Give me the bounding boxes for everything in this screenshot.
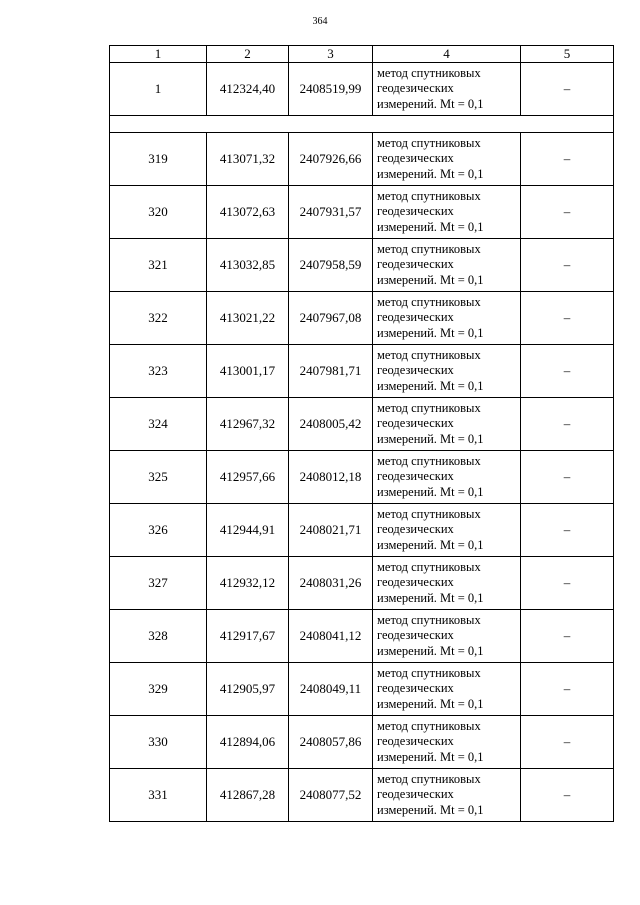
method-line: измерений. Mt = 0,1: [377, 219, 484, 234]
method-line: геодезических: [377, 416, 454, 431]
method-line: геодезических: [377, 734, 454, 749]
mark-cell: –: [521, 769, 614, 822]
method-cell: [373, 133, 521, 186]
point-number-cell: 324: [110, 398, 207, 451]
y-coordinate-cell: 2407958,59: [289, 239, 373, 292]
point-number-cell: 320: [110, 186, 207, 239]
x-coordinate-cell: 413071,32: [207, 133, 289, 186]
point-number-cell: 327: [110, 557, 207, 610]
method-cell: [373, 716, 521, 769]
point-number-cell: 321: [110, 239, 207, 292]
point-number-cell: 330: [110, 716, 207, 769]
method-line: геодезических: [377, 81, 454, 96]
method-cell: [373, 186, 521, 239]
column-header-5: 5: [521, 46, 614, 63]
method-line: метод спутниковых: [377, 400, 481, 415]
method-line: измерений. Mt = 0,1: [377, 272, 484, 287]
y-coordinate-cell: 2408057,86: [289, 716, 373, 769]
point-number-cell: 329: [110, 663, 207, 716]
y-coordinate-cell: 2408031,26: [289, 557, 373, 610]
mark-cell: –: [521, 504, 614, 557]
x-coordinate-cell: 412967,32: [207, 398, 289, 451]
column-header-2: 2: [207, 46, 289, 63]
method-line: измерений. Mt = 0,1: [377, 749, 484, 764]
point-number-cell: 319: [110, 133, 207, 186]
point-number-cell: 323: [110, 345, 207, 398]
x-coordinate-cell: 412905,97: [207, 663, 289, 716]
mark-cell: –: [521, 663, 614, 716]
column-header-3: 3: [289, 46, 373, 63]
y-coordinate-cell: 2408519,99: [289, 63, 373, 116]
y-coordinate-cell: 2407967,08: [289, 292, 373, 345]
mark-cell: –: [521, 610, 614, 663]
mark-cell: –: [521, 133, 614, 186]
x-coordinate-cell: 413072,63: [207, 186, 289, 239]
table-row: [110, 716, 614, 769]
method-cell: [373, 769, 521, 822]
x-coordinate-cell: 413001,17: [207, 345, 289, 398]
table-row: [110, 239, 614, 292]
method-line: измерений. Mt = 0,1: [377, 378, 484, 393]
point-number-cell: 322: [110, 292, 207, 345]
table-row: [110, 292, 614, 345]
method-line: геодезических: [377, 151, 454, 166]
method-cell: [373, 63, 521, 116]
x-coordinate-cell: 412944,91: [207, 504, 289, 557]
coordinates-table: [109, 45, 614, 822]
method-line: измерений. Mt = 0,1: [377, 484, 484, 499]
column-header-1: 1: [110, 46, 207, 63]
y-coordinate-cell: 2408041,12: [289, 610, 373, 663]
point-number-cell: 331: [110, 769, 207, 822]
method-line: метод спутниковых: [377, 135, 481, 150]
table-row: [110, 133, 614, 186]
table-row: [110, 504, 614, 557]
x-coordinate-cell: 413021,22: [207, 292, 289, 345]
point-number-cell: 325: [110, 451, 207, 504]
y-coordinate-cell: 2407931,57: [289, 186, 373, 239]
method-line: метод спутниковых: [377, 665, 481, 680]
method-cell: [373, 345, 521, 398]
mark-cell: –: [521, 451, 614, 504]
method-line: измерений. Mt = 0,1: [377, 96, 484, 111]
page-number: 364: [312, 16, 328, 27]
method-cell: [373, 451, 521, 504]
method-line: геодезических: [377, 363, 454, 378]
x-coordinate-cell: 413032,85: [207, 239, 289, 292]
header-row: [110, 46, 614, 63]
point-number-cell: 1: [110, 63, 207, 116]
method-line: измерений. Mt = 0,1: [377, 431, 484, 446]
x-coordinate-cell: 412932,12: [207, 557, 289, 610]
mark-cell: –: [521, 716, 614, 769]
method-line: метод спутниковых: [377, 718, 481, 733]
method-cell: [373, 663, 521, 716]
method-cell: [373, 610, 521, 663]
mark-cell: –: [521, 292, 614, 345]
method-line: измерений. Mt = 0,1: [377, 802, 484, 817]
method-line: геодезических: [377, 469, 454, 484]
y-coordinate-cell: 2407981,71: [289, 345, 373, 398]
table-row: [110, 398, 614, 451]
method-line: геодезических: [377, 628, 454, 643]
method-cell: [373, 557, 521, 610]
method-cell: [373, 398, 521, 451]
y-coordinate-cell: 2408049,11: [289, 663, 373, 716]
mark-cell: –: [521, 557, 614, 610]
method-line: измерений. Mt = 0,1: [377, 166, 484, 181]
x-coordinate-cell: 412894,06: [207, 716, 289, 769]
mark-cell: –: [521, 63, 614, 116]
method-line: метод спутниковых: [377, 241, 481, 256]
column-header-4: 4: [373, 46, 521, 63]
method-line: измерений. Mt = 0,1: [377, 696, 484, 711]
table-row: [110, 610, 614, 663]
method-line: измерений. Mt = 0,1: [377, 325, 484, 340]
method-line: геодезических: [377, 522, 454, 537]
method-line: метод спутниковых: [377, 559, 481, 574]
method-cell: [373, 504, 521, 557]
point-number-cell: 326: [110, 504, 207, 557]
mark-cell: –: [521, 398, 614, 451]
table-row: [110, 63, 614, 116]
method-line: метод спутниковых: [377, 453, 481, 468]
method-line: геодезических: [377, 787, 454, 802]
coordinates-table-body: [110, 46, 614, 822]
method-line: метод спутниковых: [377, 65, 481, 80]
method-line: измерений. Mt = 0,1: [377, 643, 484, 658]
point-number-cell: 328: [110, 610, 207, 663]
method-line: метод спутниковых: [377, 771, 481, 786]
method-line: метод спутниковых: [377, 347, 481, 362]
mark-cell: –: [521, 186, 614, 239]
x-coordinate-cell: 412917,67: [207, 610, 289, 663]
separator-row: [110, 116, 614, 133]
method-line: геодезических: [377, 310, 454, 325]
method-line: метод спутниковых: [377, 612, 481, 627]
x-coordinate-cell: 412957,66: [207, 451, 289, 504]
method-cell: [373, 239, 521, 292]
method-line: метод спутниковых: [377, 294, 481, 309]
table-row: [110, 451, 614, 504]
method-line: метод спутниковых: [377, 506, 481, 521]
mark-cell: –: [521, 345, 614, 398]
table-row: [110, 663, 614, 716]
mark-cell: –: [521, 239, 614, 292]
method-line: метод спутниковых: [377, 188, 481, 203]
table-row: [110, 345, 614, 398]
y-coordinate-cell: 2407926,66: [289, 133, 373, 186]
y-coordinate-cell: 2408012,18: [289, 451, 373, 504]
method-cell: [373, 292, 521, 345]
method-line: геодезических: [377, 575, 454, 590]
y-coordinate-cell: 2408005,42: [289, 398, 373, 451]
method-line: измерений. Mt = 0,1: [377, 537, 484, 552]
method-line: геодезических: [377, 257, 454, 272]
table-row: [110, 769, 614, 822]
table-row: [110, 557, 614, 610]
method-line: измерений. Mt = 0,1: [377, 590, 484, 605]
separator-cell: [110, 116, 614, 133]
table-row: [110, 186, 614, 239]
method-line: геодезических: [377, 681, 454, 696]
y-coordinate-cell: 2408021,71: [289, 504, 373, 557]
x-coordinate-cell: 412324,40: [207, 63, 289, 116]
x-coordinate-cell: 412867,28: [207, 769, 289, 822]
method-line: геодезических: [377, 204, 454, 219]
y-coordinate-cell: 2408077,52: [289, 769, 373, 822]
